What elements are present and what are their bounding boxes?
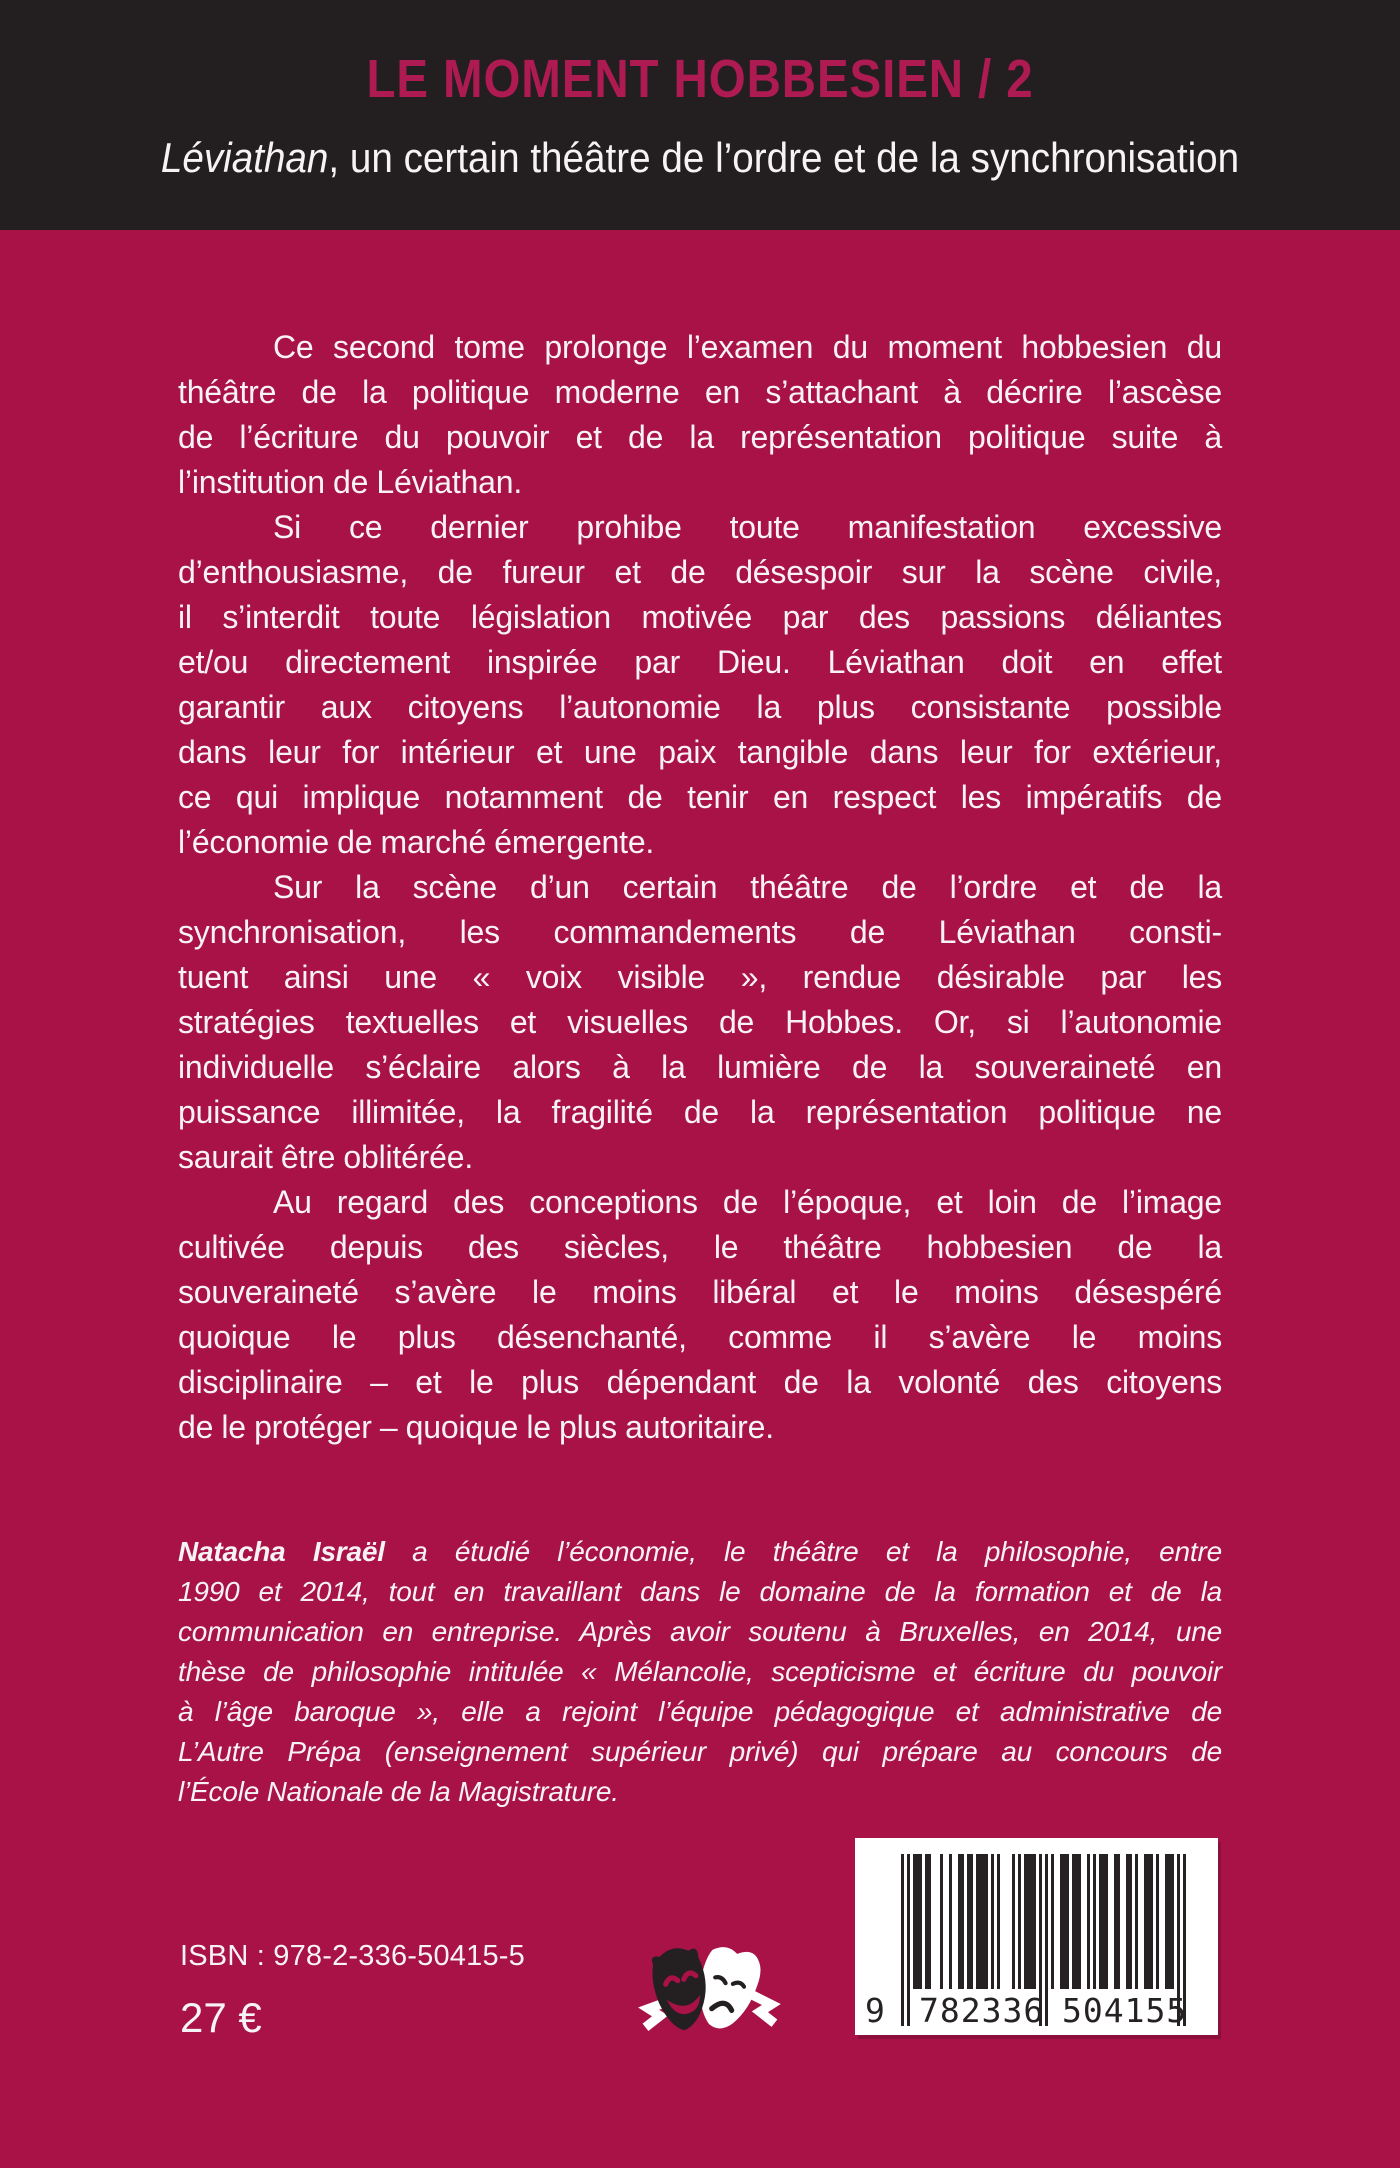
text-line: dans leur for intérieur et une paix tangible dans leur for extérieur, <box>178 734 1222 770</box>
barcode-bar <box>907 1854 910 2026</box>
price-label: 27 € <box>180 1994 262 2041</box>
text-line: l’École Nationale de la Magistrature. <box>178 1776 619 1807</box>
text-line: il s’interdit toute législation motivée par des passions déliantes <box>178 599 1222 635</box>
barcode-bar <box>1087 1854 1090 1989</box>
text-line: saurait être oblitérée. <box>178 1139 474 1175</box>
text-line: Sur la scène d’un certain théâtre de l’ordre et de la <box>273 869 1222 905</box>
text-line: de le protéger – quoique le plus autoritaire. <box>178 1409 774 1445</box>
barcode-bar <box>967 1854 973 1989</box>
text-line: Ce second tome prolonge l’examen du moment hobbesien du <box>273 329 1222 365</box>
series-title: LE MOMENT HOBBESIEN / 2 <box>366 49 1034 109</box>
barcode-bar <box>1144 1854 1153 1989</box>
synopsis <box>178 325 1222 1450</box>
barcode-bar <box>1126 1854 1132 1989</box>
top-band <box>0 0 1400 230</box>
author-name: Natacha Israël <box>178 1536 385 1567</box>
barcode-digit-group2: 504155 <box>1062 1991 1188 2030</box>
barcode <box>855 1838 1218 2035</box>
text-line: cultivée depuis des siècles, le théâtre hobbesien de la <box>178 1229 1222 1265</box>
barcode-bar <box>1045 1854 1048 2026</box>
barcode-bar <box>958 1854 964 1989</box>
barcode-bar <box>1165 1854 1174 1989</box>
text-line: stratégies textuelles et visuelles de Hobbes. Or, si l’autonomie <box>178 1004 1222 1040</box>
barcode-bar <box>913 1854 922 1989</box>
theater-masks-icon <box>638 1940 784 2044</box>
barcode-bar <box>940 1854 943 1989</box>
barcode-bar <box>1060 1854 1069 1989</box>
synopsis-paragraph <box>178 1180 1222 1450</box>
text-line: 1990 et 2014, tout en travaillant dans le domaine de la formation et de la <box>178 1576 1222 1607</box>
text-line: Au regard des conceptions de l’époque, et loin de l’image <box>273 1184 1222 1220</box>
barcode-bar <box>1051 1854 1054 1989</box>
text-line: souveraineté s’avère le moins libéral et le moins désespéré <box>178 1274 1222 1310</box>
barcode-bar <box>1024 1854 1036 1989</box>
barcode-bar <box>949 1854 952 1989</box>
text-line: synchronisation, les commandements de Léviathan consti- <box>178 914 1222 950</box>
synopsis-paragraph <box>178 505 1222 865</box>
synopsis-paragraph <box>178 865 1222 1180</box>
text-line: et/ou directement inspirée par Dieu. Léviathan doit en effet <box>178 644 1222 680</box>
barcode-bar <box>1072 1854 1081 1989</box>
barcode-digit-group1: 782336 <box>919 1991 1045 2030</box>
text-line: quoique le plus désenchanté, comme il s’avère le moins <box>178 1319 1222 1355</box>
barcode-bar <box>1093 1854 1096 1989</box>
text-line: individuelle s’éclaire alors à la lumière de la souveraineté en <box>178 1049 1222 1085</box>
text-line: d’enthousiasme, de fureur et de désespoir sur la scène civile, <box>178 554 1222 590</box>
text-line: L’Autre Prépa (enseignement supérieur privé) qui prépare au concours de <box>178 1736 1222 1767</box>
barcode-bar <box>901 1854 904 2026</box>
text-line: thèse de philosophie intitulée « Mélancolie, scepticisme et écriture du pouvoir <box>178 1656 1222 1687</box>
barcode-bar <box>976 1854 988 1989</box>
barcode-bar <box>1135 1854 1138 1989</box>
text-line: théâtre de la politique moderne en s’attachant à décrire l’ascèse <box>178 374 1222 410</box>
text-line: tuent ainsi une « voix visible », rendue désirable par les <box>178 959 1222 995</box>
ribbon-right <box>751 1994 775 2023</box>
text-line: de l’écriture du pouvoir et de la représentation politique suite à <box>178 419 1222 455</box>
text-line: ce qui implique notamment de tenir en respect les impératifs de <box>178 779 1222 815</box>
book-subtitle <box>56 134 1344 182</box>
text-line: Si ce dernier prohibe toute manifestation excessive <box>273 509 1222 545</box>
barcode-bar <box>997 1854 1000 1989</box>
barcode-bar <box>1018 1854 1021 1989</box>
synopsis-paragraph <box>178 325 1222 505</box>
isbn-label: ISBN : 978-2-336-50415-5 <box>180 1940 525 1972</box>
text-line: puissance illimitée, la fragilité de la représentation politique ne <box>178 1094 1222 1130</box>
text-line: disciplinaire – et le plus dépendant de la volonté des citoyens <box>178 1364 1222 1400</box>
barcode-bar <box>1114 1854 1120 1989</box>
text-line: à l’âge baroque », elle a rejoint l’équipe pédagogique et administrative de <box>178 1696 1222 1727</box>
barcode-bar <box>1012 1854 1015 1989</box>
barcode-bar <box>991 1854 994 1989</box>
subtitle-italic-part: Léviathan <box>160 134 329 181</box>
barcode-bar <box>925 1854 931 1989</box>
barcode-bar <box>1099 1854 1108 1989</box>
text-line: Natacha Israël a étudié l’économie, le théâtre et la philosophie, entre <box>178 1536 1223 1567</box>
text-line: l’institution de Léviathan. <box>178 464 523 500</box>
text-line: l’économie de marché émergente. <box>178 824 655 860</box>
barcode-digit-left: 9 <box>865 1991 886 2030</box>
author-bio <box>178 1532 1222 1812</box>
text-line: garantir aux citoyens l’autonomie la plus consistante possible <box>178 689 1222 725</box>
barcode-bar <box>1156 1854 1159 1989</box>
text-line: communication en entreprise. Après avoir soutenu à Bruxelles, en 2014, une <box>178 1616 1222 1647</box>
subtitle-regular-part: , un certain théâtre de l’ordre et de la synchronisation <box>328 134 1240 181</box>
